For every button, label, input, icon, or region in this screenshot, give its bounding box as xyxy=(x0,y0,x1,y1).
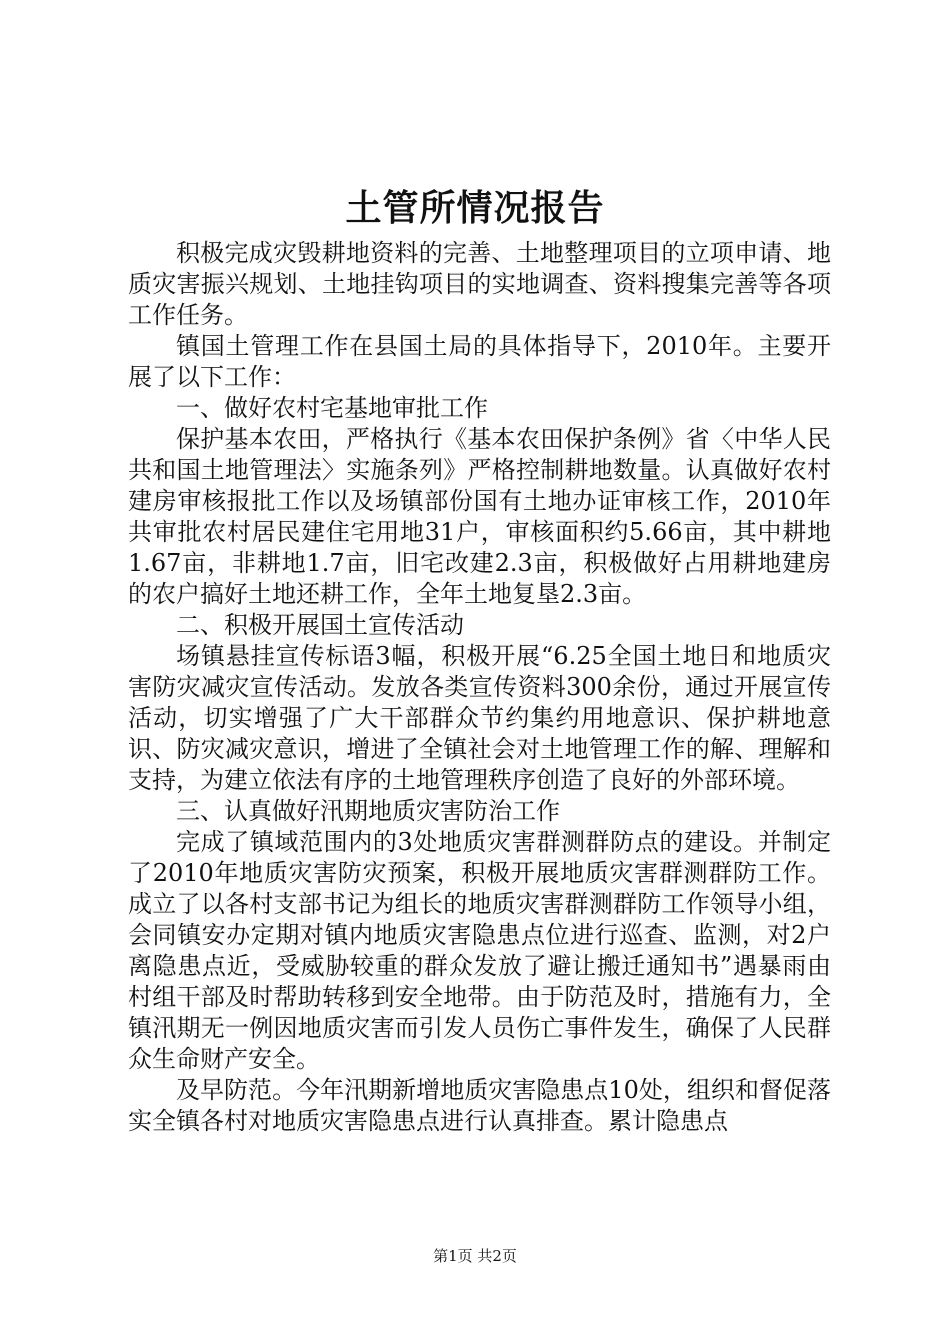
document-title: 土管所情况报告 xyxy=(345,187,605,229)
page-footer: 第1页 共2页 xyxy=(433,1247,517,1265)
paragraph-overview: 镇国土管理工作在县国土局的具体指导下，2010年。主要开展了以下工作： xyxy=(128,332,831,391)
document-body xyxy=(128,238,831,1137)
paragraph-section-1: 保护基本农田，严格执行《基本农田保护条例》省〈中华人民共和国土地管理法〉实施条列》严格控制耕地数量。认真做好农村建房审核报批工作以及场镇部份国有土地办证审核工作，2010年共审批农村居民建住宅用地31户，审核面积约5.66亩，其中耕地1.67亩，非耕地1.7亩，旧宅改建2.3亩，积极做好占用耕地建房的农户搞好土地还耕工作，全年土地复垦2.3亩。 xyxy=(128,425,831,608)
paragraph-section-2: 场镇悬挂宣传标语3幅，积极开展“6.25全国土地日和地质灾害防灾减灾宣传活动。发放各类宣传资料300余份，通过开展宣传活动，切实增强了广大干部群众节约集约用地意识、保护耕地意识、防灾减灾意识，增进了全镇社会对土地管理工作的解、理解和支持，为建立依法有序的土地管理秩序创造了良好的外部环境。 xyxy=(128,642,831,794)
paragraph-section-3: 完成了镇域范围内的3处地质灾害群测群防点的建设。并制定了2010年地质灾害防灾预案，积极开展地质灾害群测群防工作。成立了以各村支部书记为组长的地质灾害群测群防工作领导小组，会同镇安办定期对镇内地质灾害隐患点位进行巡查、监测，对2户离隐患点近，受威胁较重的群众发放了避让搬迁通知书”遇暴雨由村组干部及时帮助转移到安全地带。由于防范及时，措施有力，全镇汛期无一例因地质灾害而引发人员伤亡事件发生，确保了人民群众生命财产安全。 xyxy=(128,828,831,1073)
section-heading-2: 二、积极开展国土宣传活动 xyxy=(176,611,464,639)
paragraph-prevention: 及早防范。今年汛期新增地质灾害隐患点10处，组织和督促落实全镇各村对地质灾害隐患点进行认真排查。累计隐患点 xyxy=(128,1076,831,1135)
section-heading-1: 一、做好农村宅基地审批工作 xyxy=(176,394,488,422)
section-heading-3: 三、认真做好汛期地质灾害防治工作 xyxy=(176,797,560,825)
paragraph-intro: 积极完成灾毁耕地资料的完善、土地整理项目的立项申请、地质灾害振兴规划、土地挂钩项目的实地调查、资料搜集完善等各项工作任务。 xyxy=(128,239,831,329)
